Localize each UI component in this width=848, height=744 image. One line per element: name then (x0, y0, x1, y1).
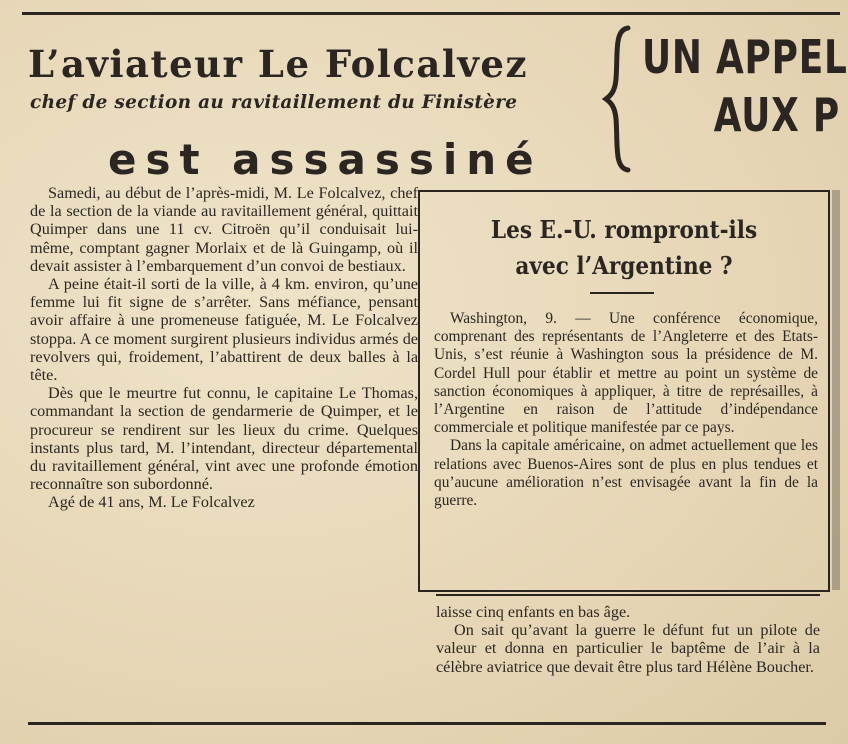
article-paragraph: Samedi, au début de l’après-midi, M. Le Folcalvez, chef de la section de la viande au ravitaillement général, quittait Quimper dans une 11 cv. Citroën qu’il conduisait lui-même, comptant gagner Morlaix et de là Guingamp, où il devait assister à l’embarquement d’un convoi de bestiaux. (30, 184, 418, 275)
article-paragraph: Dès que le meurtre fut connu, le capitaine Le Thomas, commandant la section de gendarmerie de Quimper, et le procureur se rendirent sur les lieux du crime. Quelques instants plus tard, M. l’intendant, directeur départemental du ravitaillement général, vint avec une profonde émotion reconnaître son subordonné. (30, 384, 418, 494)
article-column-left (30, 184, 418, 512)
article-column-right (436, 603, 820, 676)
boxed-article-paragraph: Dans la capitale américaine, on admet actuellement que les relations avec Buenos-Aires sont de plus en plus tendues et qu’aucune amélioration n’est envisagée avant la fin de la guerre. (434, 437, 818, 510)
curly-brace-ornament (600, 24, 636, 174)
article-paragraph: Agé de 41 ans, M. Le Folcalvez (48, 493, 255, 512)
page-edge-shadow (832, 190, 840, 590)
article-continuation-paragraph: On sait qu’avant la guerre le défunt fut un pilote de valeur et donna en particulier le baptême de l’air à la célèbre aviatrice que devait être plus tard Hélène Boucher. (436, 621, 820, 676)
adjacent-headline (642, 28, 848, 178)
boxed-article-title-line1: Les E.-U. rompront-ils (490, 215, 758, 244)
title-divider (590, 292, 654, 294)
adjacent-headline-line2: AUX P (713, 88, 840, 142)
boxed-article (418, 190, 830, 592)
boxed-article-title (440, 212, 807, 284)
boxed-article-body (434, 310, 818, 510)
box-bottom-rule (436, 594, 820, 596)
boxed-article-title-line2: avec l’Argentine ? (515, 251, 733, 280)
adjacent-headline-line1: UN APPEL (642, 30, 848, 84)
headline-second-line: est assassiné (108, 135, 543, 184)
boxed-article-paragraph: Washington, 9. — Une conférence économique, comprenant des représentants de l’Angleterre et des Etats-Unis, s’est réunie à Washington sous la présidence de M. Cordel Hull pour établir et mettre au point un système de sanction économiques à appliquer, à titre de représailles, à l’Argentine en raison de l’attitude d’indépendance commerciale et politique manifestée par ce pays. (434, 310, 818, 437)
subheadline: chef de section au ravitaillement du Finistère (30, 92, 518, 113)
top-rule (22, 12, 840, 15)
headline: L’aviateur Le Folcalvez (28, 42, 528, 86)
article-continuation-line: laisse cinq enfants en bas âge. (436, 603, 631, 621)
article-paragraph: A peine était-il sorti de la ville, à 4 km. environ, qu’une femme lui fit signe de s’arrêter. Sans méfiance, pensant avoir affaire à une promeneuse fatiguée, M. Le Folcalvez stoppa. A ce moment surgirent plusieurs individus armés de revolvers qui, froidement, l’abattirent de deux balles à la tête. (30, 275, 418, 385)
bottom-rule (28, 722, 826, 725)
